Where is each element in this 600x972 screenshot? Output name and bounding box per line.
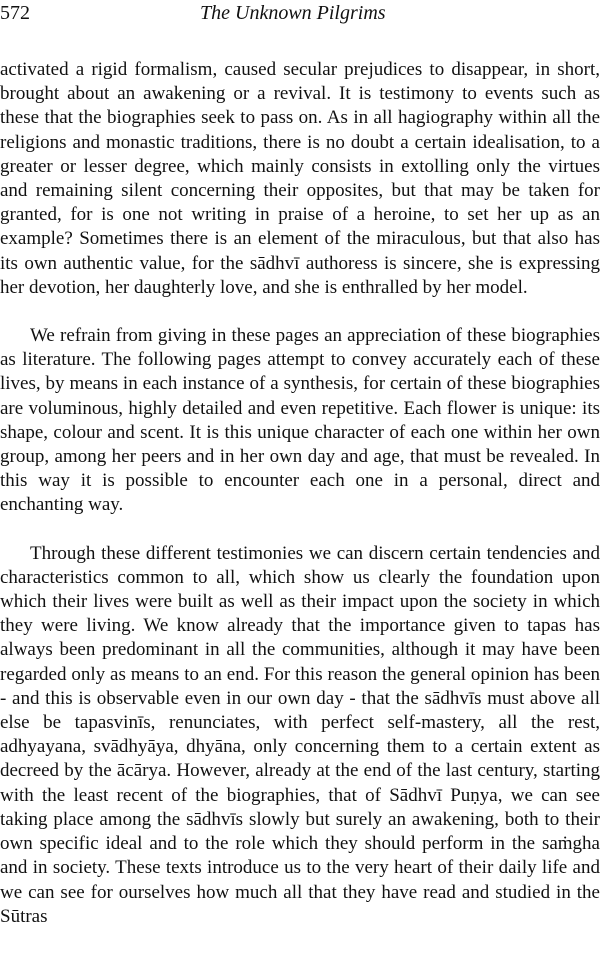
paragraph-1: activated a rigid formalism, caused secular prejudices to disappear, in short, brought about an awakening or a revival. It is testimony to events such as these that the biographies seek to pass on. As in all hagiography within all the religions and monastic traditions, there is no doubt a certain idealisation, to a greater or lesser degree, which mainly consists in extolling only the virtues and remaining silent concerning their opposites, but that may be taken for granted, for is one not writing in praise of a heroine, to set her up as an example? Sometimes there is an element of the miraculous, but that also has its own authentic value, for the sādhvī authoress is sincere, she is expressing her devotion, her daughterly love, and she is enthralled by her model. (0, 59, 600, 298)
paragraph-2: We refrain from giving in these pages an appreciation of these biographies as literature. The following pages attempt to convey accurately each of these lives, by means in each instance of a synthesis, for certain of these biographies are voluminous, highly detailed and even repetitive. Each flower is unique: its shape, colour and scent. It is this unique character of each one within her own group, among her peers and in her own day and age, that must be revealed. In this way it is possible to encounter each one in a personal, direct and enchanting way. (0, 325, 600, 516)
running-title: The Unknown Pilgrims (200, 2, 386, 24)
page-number: 572 (0, 2, 30, 24)
body-text (0, 58, 600, 953)
paragraph-3: Through these different testimonies we can discern certain tendencies and characteristics common to all, which show us clearly the foundation upon which their lives were built as well as their impact upon the society in which they were living. We know already that the importance given to tapas has always been predominant in all the communities, although it may have been regarded only as means to an end. For this reason the general opinion has been - and this is observable even in our own day - that the sādhvīs must above all else be tapasvinīs, renunciates, with perfect self-mastery, all the rest, adhyayana, svādhyāya, dhyāna, only concerning them to a certain extent as decreed by the ācārya. However, already at the end of the last century, starting with the least recent of the biographies, that of Sādhvī Puṇya, we can see taking place among the sādhvīs slowly but surely an awakening, both to their own specific ideal and to the role which they should perform in the saṁgha and in society. These texts introduce us to the very heart of their daily life and we can see for ourselves how much all that they have read and studied in the Sūtras (0, 542, 600, 927)
page-header (0, 2, 600, 32)
